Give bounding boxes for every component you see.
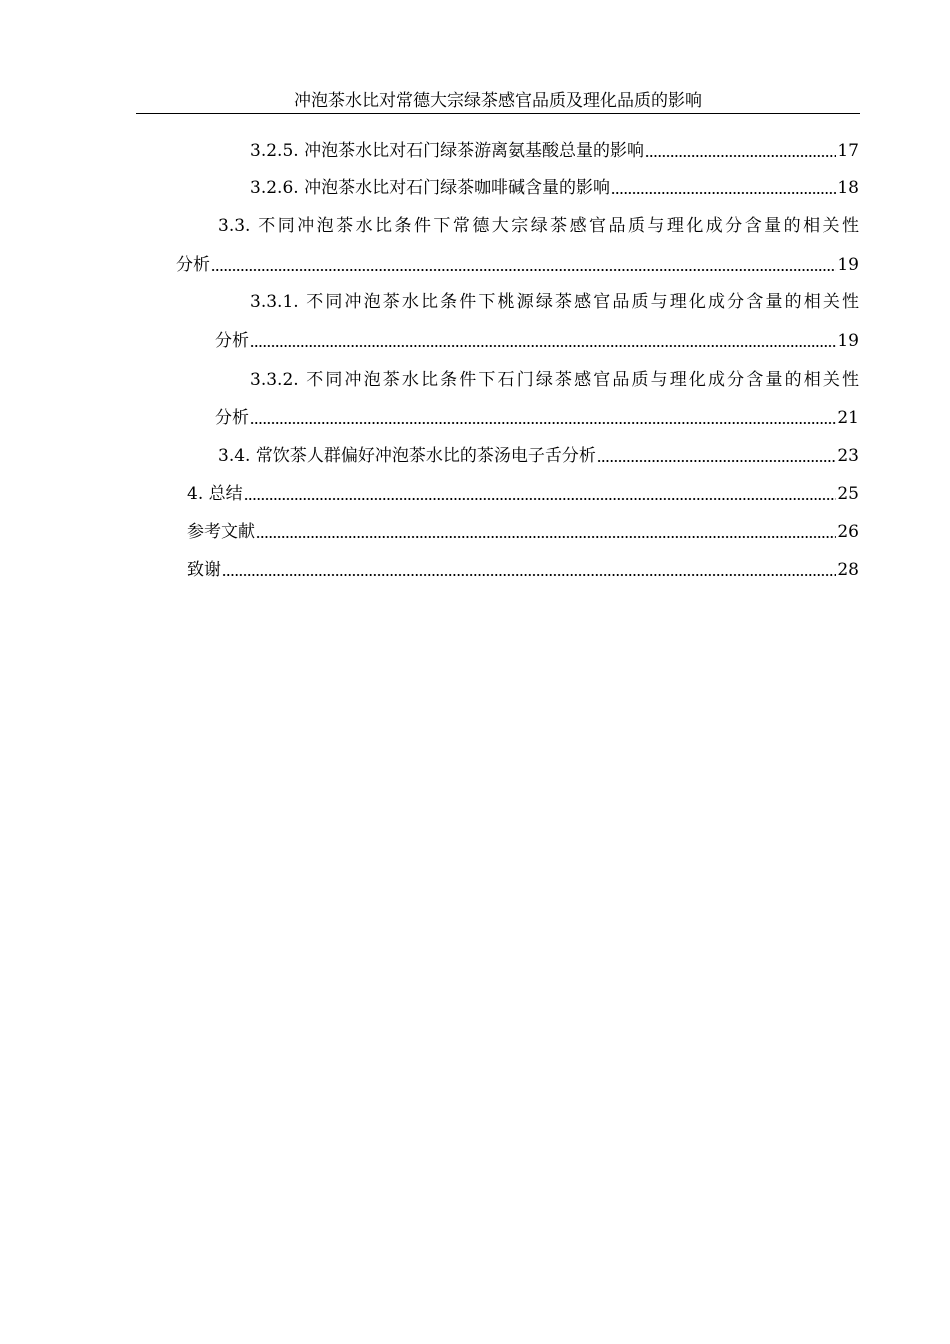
toc-entry-3-3-line1[interactable]: 3.3. 不同冲泡茶水比条件下常德大宗绿茶感官品质与理化成分含量的相关性 — [218, 216, 859, 236]
toc-page-number: 21 — [837, 408, 859, 428]
toc-entry-3-3-2-line2[interactable] — [215, 406, 859, 430]
toc-entry-3-3-line2[interactable] — [176, 253, 859, 277]
toc-dot-leader — [222, 558, 836, 582]
toc-dot-leader — [211, 253, 836, 277]
toc-entry-title: 4. 总结 — [187, 484, 243, 504]
toc-entry-3-4[interactable] — [218, 444, 859, 468]
toc-entry-title-continued: 分析 — [215, 331, 249, 351]
toc-entry-title: 3.2.5. 冲泡茶水比对石门绿茶游离氨基酸总量的影响 — [250, 141, 645, 161]
toc-page-number: 19 — [837, 255, 859, 275]
toc-entry-acknowledgements[interactable] — [187, 558, 859, 582]
toc-entry-title: 3.4. 常饮茶人群偏好冲泡茶水比的茶汤电子舌分析 — [218, 446, 596, 466]
toc-entry-3-3-1-line2[interactable] — [215, 329, 859, 353]
header-rule — [136, 113, 860, 114]
toc-dot-leader — [597, 444, 837, 468]
toc-entry-references[interactable] — [187, 520, 859, 544]
toc-dot-leader — [250, 406, 836, 430]
toc-page-number: 18 — [837, 178, 859, 198]
toc-page-number: 25 — [837, 484, 859, 504]
toc-page-number: 26 — [837, 522, 859, 542]
toc-dot-leader — [250, 329, 836, 353]
toc-entry-title: 参考文献 — [187, 522, 255, 542]
toc-entry-title: 致谢 — [187, 560, 221, 580]
toc-page-number: 19 — [837, 331, 859, 351]
toc-page-number: 17 — [837, 141, 859, 161]
toc-entry-title-continued: 分析 — [215, 408, 249, 428]
toc-entry-4[interactable] — [187, 482, 859, 506]
toc-dot-leader — [256, 520, 836, 544]
toc-entry-title: 3.2.6. 冲泡茶水比对石门绿茶咖啡碱含量的影响 — [250, 178, 611, 198]
toc-dot-leader — [611, 176, 836, 200]
toc-page-number: 23 — [837, 446, 859, 466]
toc-entry-3-3-1-line1[interactable]: 3.3.1. 不同冲泡茶水比条件下桃源绿茶感官品质与理化成分含量的相关性 — [250, 292, 859, 312]
toc-page-number: 28 — [837, 560, 859, 580]
toc-entry-title-continued: 分析 — [176, 255, 210, 275]
toc-entry-3-3-2-line1[interactable]: 3.3.2. 不同冲泡茶水比条件下石门绿茶感官品质与理化成分含量的相关性 — [250, 370, 859, 390]
toc-entry-3-2-5[interactable] — [250, 139, 859, 163]
running-header: 冲泡茶水比对常德大宗绿茶感官品质及理化品质的影响 — [294, 91, 702, 111]
toc-dot-leader — [645, 139, 836, 163]
toc-dot-leader — [244, 482, 837, 506]
toc-entry-3-2-6[interactable] — [250, 176, 859, 200]
